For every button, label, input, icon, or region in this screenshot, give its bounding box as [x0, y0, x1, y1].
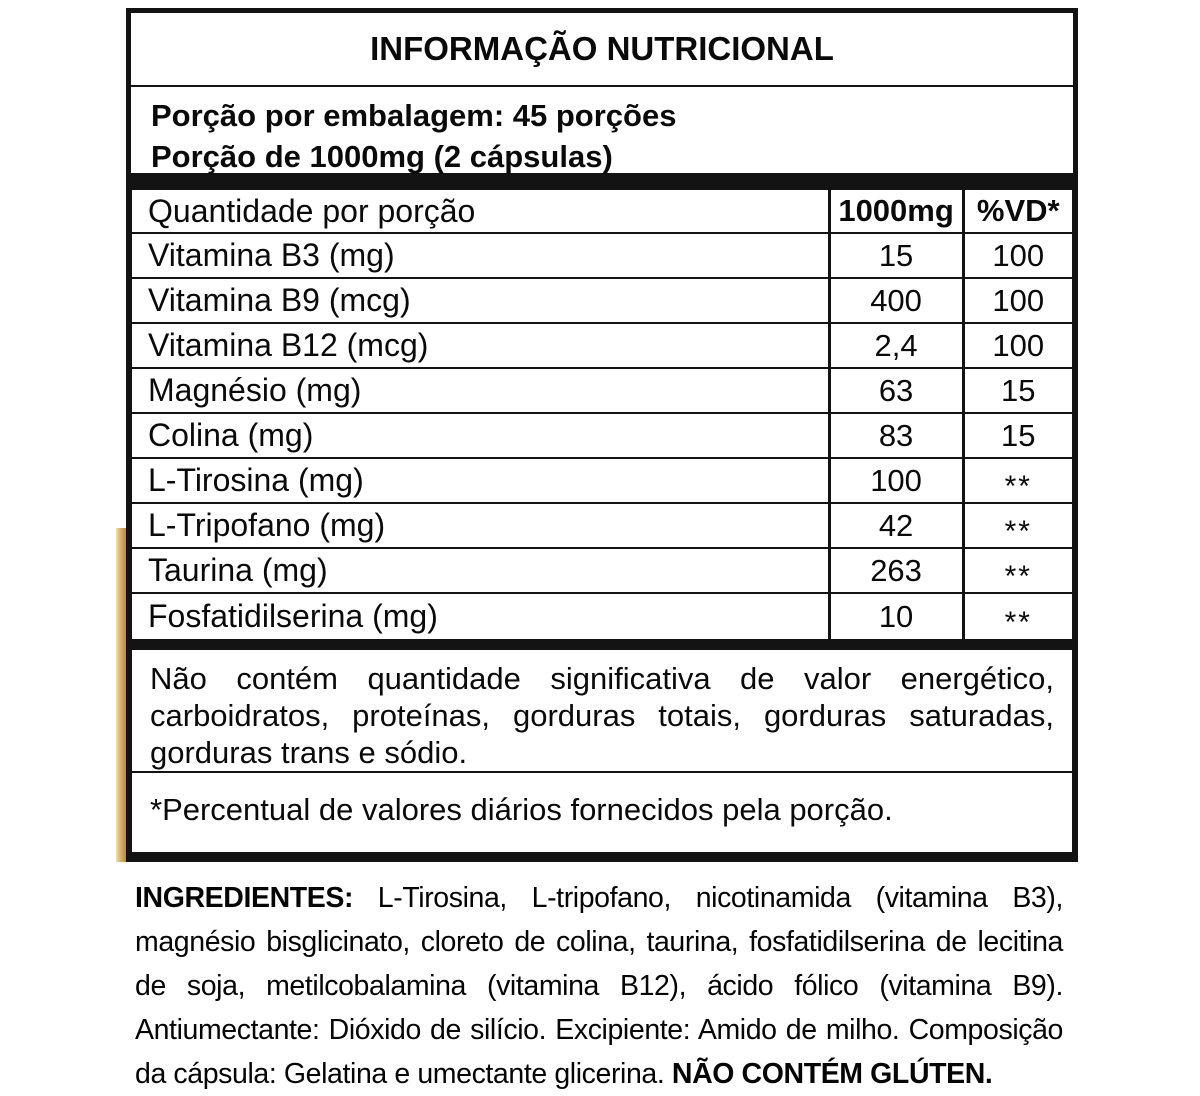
nutrient-dv: 15 [962, 369, 1072, 412]
table-row [132, 324, 1072, 369]
title-section [131, 13, 1073, 87]
nutrient-name: L-Tirosina (mg) [148, 462, 364, 498]
nutrient-dv [962, 504, 1072, 547]
nutrient-dv-stars: ** [1004, 514, 1032, 548]
section-divider [132, 639, 1072, 650]
table-row [132, 459, 1072, 504]
nutrient-dv: 100 [962, 324, 1072, 367]
nutrition-table [126, 178, 1078, 862]
serving-per-package: Porção por embalagem: 45 porções [151, 98, 677, 133]
table-row [132, 549, 1072, 594]
table-row [132, 279, 1072, 324]
nutrient-dv: 100 [962, 234, 1072, 277]
no-significant-note: Não contém quantidade significativa de valor energético, carboidratos, proteínas, gorduras totais, gorduras saturadas, gorduras trans e sódio. [132, 650, 1072, 773]
table-row [132, 414, 1072, 459]
nutrient-amount: 2,4 [828, 324, 962, 367]
nutrient-dv: 15 [962, 414, 1072, 457]
nutrient-amount: 10 [828, 594, 962, 639]
table-row [132, 504, 1072, 549]
info-header-box [126, 8, 1078, 178]
dv-footnote: *Percentual de valores diários fornecidos pela porção. [150, 792, 893, 827]
nutrient-dv-stars: ** [1004, 559, 1032, 593]
nutrient-amount: 63 [828, 369, 962, 412]
nutrient-amount: 400 [828, 279, 962, 322]
nutrient-dv [962, 594, 1072, 639]
nutrient-name: Taurina (mg) [148, 552, 328, 588]
nutrient-amount: 100 [828, 459, 962, 502]
nutrient-name: Vitamina B9 (mcg) [148, 282, 411, 318]
col-header-dv: %VD* [962, 190, 1072, 232]
nutrient-dv: 100 [962, 279, 1072, 322]
ingredients-heading: INGREDIENTES: [135, 882, 354, 914]
table-header-row [132, 190, 1072, 234]
col-header-amount: 1000mg [828, 190, 962, 232]
ingredients-body: L-Tirosina, L-tripofano, nicotinamida (vitamina B3), magnésio bisglicinato, cloreto de colina, taurina, fosfatidilserina de lecitina de soja, metilcobalamina (vitamina B12), ácido fólico (vitamina B9). Antiumectante: Dióxido de silício. Excipiente: Amido de milho. Composição da cápsula: Gelatina e umectante glicerina. [135, 882, 1063, 1090]
table-row [132, 594, 1072, 639]
table-row [132, 369, 1072, 414]
nutrient-dv [962, 459, 1072, 502]
serving-info [131, 87, 1073, 177]
table-row [132, 234, 1072, 279]
nutrition-title: INFORMAÇÃO NUTRICIONAL [370, 30, 834, 67]
nutrient-name: L-Tripofano (mg) [148, 507, 386, 543]
nutrient-name: Colina (mg) [148, 417, 314, 453]
nutrient-amount: 263 [828, 549, 962, 592]
gluten-free-statement: NÃO CONTÉM GLÚTEN. [671, 1058, 993, 1090]
nutrient-amount: 83 [828, 414, 962, 457]
nutrient-name: Magnésio (mg) [148, 372, 362, 408]
nutrient-dv-stars: ** [1004, 469, 1032, 503]
nutrient-name: Vitamina B12 (mcg) [148, 327, 429, 363]
nutrient-name: Vitamina B3 (mg) [148, 237, 395, 273]
nutrient-name: Fosfatidilserina (mg) [148, 598, 438, 634]
gold-edge-strip [116, 528, 126, 862]
nutrient-dv [962, 549, 1072, 592]
col-header-quantity: Quantidade por porção [148, 192, 476, 229]
nutrient-amount: 42 [828, 504, 962, 547]
serving-size: Porção de 1000mg (2 cápsulas) [151, 139, 613, 174]
ingredients-paragraph [135, 876, 1063, 1096]
nutrient-dv-stars: ** [1004, 605, 1032, 639]
nutrient-amount: 15 [828, 234, 962, 277]
